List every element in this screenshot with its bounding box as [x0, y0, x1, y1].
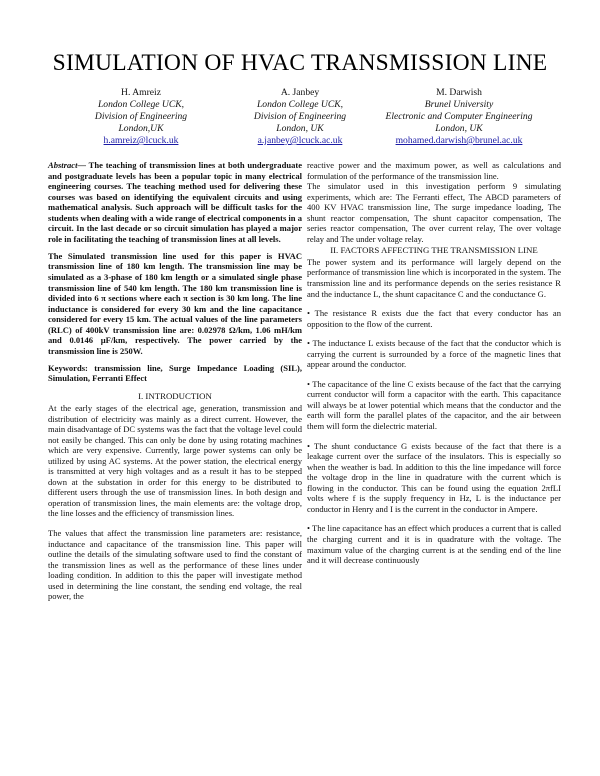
bullet-inductance: • The inductance L exists because of the fact that the conductor which is carrying the current is surrounded by a force of the magnetic lines that appear around the conductor.: [307, 338, 561, 370]
paper-title: SIMULATION OF HVAC TRANSMISSION LINE: [52, 50, 548, 76]
author-affiliation: London,UK: [118, 123, 164, 134]
section-heading-factors: II. FACTORS AFFECTING THE TRANSMISSION LINE: [330, 245, 538, 256]
abstract-label: Abstract—: [48, 160, 86, 170]
body-paragraph: The simulator used in this investigation perform 9 simulating experiments, which are: The Ferranti effect, The ABCD parameters of 400 KV HVAC transmission line, The surge impedance loading, The shunt reactor compensation, The shunt capacitor compensation, The series reactor compensation, The over current relay, The over voltage relay and The under voltage relay.: [307, 181, 561, 244]
bullet-capacitance: • The capacitance of the line C exists because of the fact that the carrying current conductor will form a capacitor with the earth. This capacitance will always be at lower potential which means that the conductor and the earth will form the parallel plates of the capacitor, and the air between them will form the dielectric material.: [307, 378, 561, 432]
author-name: M. Darwish: [436, 87, 482, 98]
intro-paragraph-2: The values that affect the transmission line parameters are: resistance, inductance and capacitance of the transmission line. This paper will outline the details of the simulating software used to find the constant of the transmission lines as well as the performance of these lines under loading condition. In addition to this the paper will investigate method used in determining the line constant, the sending end voltage, the real power, the: [48, 528, 302, 602]
author-affiliation: Division of Engineering: [94, 111, 188, 122]
author-affiliation: Brunel University: [424, 99, 494, 110]
author-affiliation: London, UK: [435, 123, 483, 134]
author-affiliation: London College UCK,: [256, 99, 344, 110]
bullet-resistance: • The resistance R exists due the fact that every conductor has an opposition to the flow of the current.: [307, 308, 561, 329]
author-affiliation: Electronic and Computer Engineering: [385, 111, 533, 122]
right-column: [307, 160, 561, 566]
author-name: A. Janbey: [280, 87, 320, 98]
section-heading-introduction: I. INTRODUCTION: [138, 391, 212, 402]
keywords: Keywords: transmission line, Surge Impedance Loading (SIL), Simulation, Ferranti Effect: [48, 362, 302, 384]
author-email-link[interactable]: h.amreiz@lcuck.uk: [103, 135, 179, 146]
bullet-conductance: • The shunt conductance G exists because of the fact that there is a leakage current over the surface of the insulators. This is especially so when the weather is bad. In addition to this the line impedance will force the voltage drop in the line in quadrature with the current which is flowing in the conductor. This can be found using the equation 2πfLI volts where f is the supply frequency in Hz, L is the inductance per conductor in Henry and I is the current in the conductor in Ampere.: [307, 440, 561, 514]
author-email-link[interactable]: a.janbey@lcuck.ac.uk: [257, 135, 343, 146]
body-paragraph: reactive power and the maximum power, as well as calculations and formulation of the performance of the transmission line.: [307, 160, 561, 181]
bullet-line-capacitance: • The line capacitance has an effect which produces a current that is called the charging current and it is in quadrature with the voltage. The maximum value of the charging current is at the sending end of the line and it will decrease continuously: [307, 523, 561, 566]
abstract-text: The teaching of transmission lines at both undergraduate and postgraduate levels has been a popular topic in many electrical engineering courses. The teaching method used for delivering these courses was based on identifying the equivalent circuits and using mathematical analysis. Such approach will be difficult tasks for the students when dealing with a wide range of electrical components in a circuit. In the last decade or so circuit simulation has played a major role in facilitating the teaching of transmission lines at all levels.: [48, 160, 302, 244]
author-name: H. Amreiz: [121, 87, 161, 98]
author-affiliation: Division of Engineering: [253, 111, 347, 122]
author-affiliation: London, UK: [276, 123, 324, 134]
author-affiliation: London College UCK,: [97, 99, 185, 110]
abstract-paragraph-2: The Simulated transmission line used for this paper is HVAC transmission line of 180 km length. The transmission line may be simulated as a 3-phase of 180 km length or a simulated single phase transmission line of 540 km length. The 180 km transmission line is divided into 6 π sections where each π section is 30 km long. The line inductance is considered for every 30 km and the line capacitance considered for every 15 km. The actual values of the line parameters (RLC) of 400kV transmission line are: 0.02978 Ω/km, 1.06 mH/km and 0.0146 µF/km, respectively. The power carried by the transmission line is 250W.: [48, 250, 302, 356]
author-email-link[interactable]: mohamed.darwish@brunel.ac.uk: [395, 135, 523, 146]
left-column: [48, 160, 302, 602]
intro-paragraph: At the early stages of the electrical age, generation, transmission and distribution of electricity was mainly as a direct current. However, the main disadvantage of DC systems was the fact that the voltage level could not easily be changed. This can only be done by using rotating machines which are very expensive. Currently, large power systems can only be utilized by using AC systems. At the power station, the electrical energy is transmitted at very high voltages and as a result it has to be stepped down at the substation in order for this energy to be distributed to different users through the use of transmission lines. In both design and operation of transmission lines, the main elements are: the voltage drop, the line losses and the efficiency of transmission lines.: [48, 402, 302, 519]
author-block-3: [366, 87, 552, 147]
body-paragraph: The power system and its performance will largely depend on the performance of transmission line which is incorporated in the system. The transmission line and its performance depends on the series resistance R and the inductance L, the shunt capacitance C and the conductance G.: [307, 256, 561, 299]
abstract-paragraph: [48, 160, 302, 244]
